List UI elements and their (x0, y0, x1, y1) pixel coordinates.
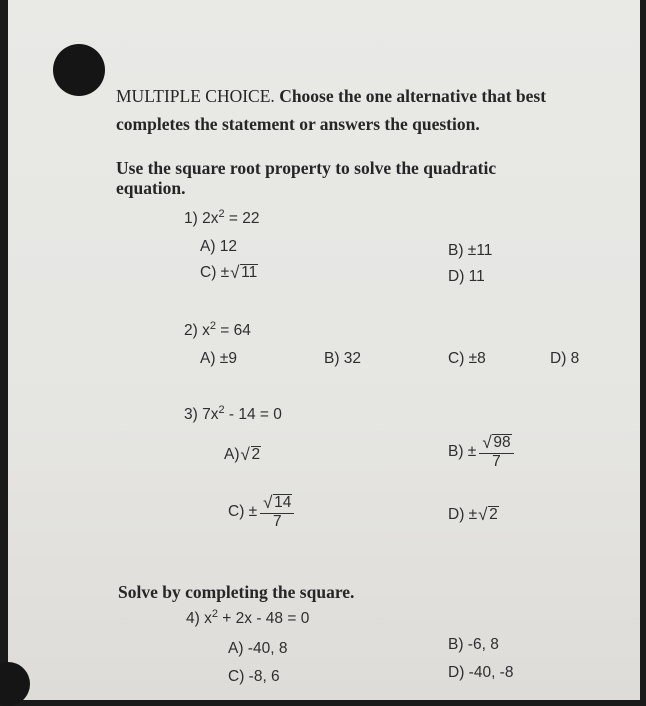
q3-choice-d[interactable]: D) ± √ 2 (448, 505, 498, 524)
instructions-line-1 (116, 86, 546, 107)
q4-choice-c[interactable]: C) -8, 6 (228, 668, 280, 685)
section1-directions: Use the square root property to solve the quadratic (116, 158, 497, 178)
fraction: √ 98 7 (479, 434, 513, 470)
instructions-text: Choose the one alternative that best (279, 86, 547, 106)
q2-equation: 2) $x^2 = 64$ (184, 320, 251, 339)
instructions-line-2: completes the statement or answers the question. (116, 114, 480, 134)
sqrt-symbol: √ 2 (478, 505, 498, 524)
binder-hole (0, 662, 30, 706)
sqrt-symbol: √ 11 (230, 263, 258, 282)
q3-choice-c[interactable]: C) ± √ 14 7 (228, 494, 294, 530)
instructions-heading: MULTIPLE CHOICE. (116, 86, 275, 106)
q1-choice-a[interactable]: A) 12 (200, 238, 238, 255)
section1-directions-cont: equation. (116, 178, 186, 198)
q4-equation: 4) $x^2 + 2x - 48 = 0$ (186, 608, 310, 627)
q3-choice-b[interactable]: B) ± √ 98 7 (448, 434, 514, 470)
sqrt-symbol: √ 14 (263, 493, 292, 512)
q3-choice-a[interactable]: A) √ 2 (224, 445, 261, 464)
fraction: √ 14 7 (260, 494, 294, 530)
q2-choice-d[interactable]: D) 8 (550, 350, 580, 367)
section2-directions: Solve by completing the square. (118, 582, 355, 602)
q1-choice-c[interactable]: C) ± √ 11 (200, 263, 258, 282)
q2-choice-a[interactable]: A) ±9 (200, 350, 237, 367)
q4-choice-a[interactable]: A) -40, 8 (228, 640, 288, 657)
q4-choice-d[interactable]: D) -40, -8 (448, 664, 514, 681)
sqrt-symbol: √ 2 (240, 445, 261, 464)
worksheet-page (8, 0, 640, 700)
q4-choice-b[interactable]: B) -6, 8 (448, 636, 499, 653)
binder-hole (53, 44, 105, 96)
q2-choice-b[interactable]: B) 32 (324, 350, 362, 367)
q1-choice-b[interactable]: B) ±11 (448, 242, 493, 259)
q2-choice-c[interactable]: C) ±8 (448, 350, 486, 367)
sqrt-symbol: √ 98 (482, 433, 511, 452)
q1-choice-d[interactable]: D) 11 (448, 268, 485, 285)
q3-equation: 3) $7x^2 - 14 = 0$ (184, 404, 282, 423)
q1-equation: 1) $2x^2 = 22$ (184, 208, 260, 227)
